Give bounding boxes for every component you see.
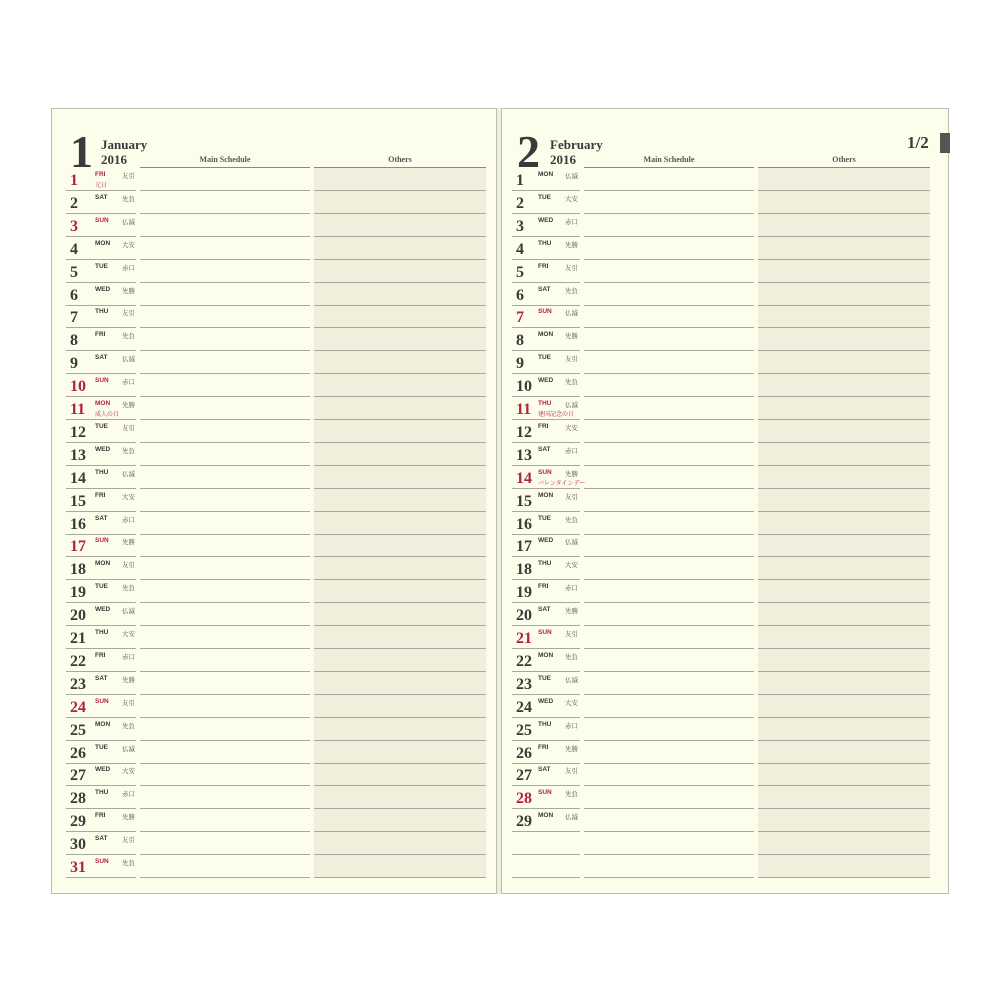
day-number: 19 — [70, 584, 86, 602]
day-row[interactable] — [502, 466, 948, 489]
weekday-label: WED — [95, 606, 111, 614]
day-row[interactable] — [502, 809, 948, 832]
day-row[interactable] — [52, 626, 496, 649]
weekday-label: SUN — [95, 216, 109, 224]
day-row[interactable] — [502, 283, 948, 306]
weekday-label: THU — [538, 560, 552, 568]
weekday-label: SUN — [538, 629, 552, 636]
day-row[interactable] — [52, 260, 496, 283]
day-number: 25 — [516, 721, 532, 739]
day-number: 1 — [516, 172, 524, 189]
month-number: 2 — [517, 126, 540, 177]
day-number: 24 — [516, 698, 532, 716]
rokuyo-label: 大安 — [122, 240, 135, 249]
weekday-label: FRI — [95, 812, 106, 820]
day-row[interactable] — [502, 557, 948, 580]
weekday-label: TUE — [538, 514, 551, 522]
day-row[interactable] — [52, 351, 496, 374]
day-number: 7 — [70, 309, 78, 327]
weekday-label: THU — [95, 629, 109, 636]
day-number: 4 — [70, 240, 78, 258]
weekday-label: TUE — [95, 422, 108, 430]
weekday-label: SUN — [538, 468, 552, 476]
day-number: 27 — [70, 767, 86, 785]
main-schedule-header: Main Schedule — [199, 155, 251, 164]
day-number: 22 — [70, 652, 86, 670]
weekday-label: SUN — [538, 789, 552, 797]
day-row[interactable] — [502, 672, 948, 695]
day-number: 22 — [516, 652, 532, 670]
rokuyo-label: 赤口 — [122, 263, 135, 272]
rokuyo-label: 仏滅 — [565, 172, 578, 180]
rokuyo-label: 仏滅 — [565, 813, 578, 822]
month-name: February — [550, 137, 603, 152]
weekday-label: SAT — [538, 285, 551, 293]
main-schedule-header: Main Schedule — [643, 155, 695, 164]
day-row[interactable] — [52, 534, 496, 557]
day-number: 9 — [516, 355, 524, 373]
weekday-label: FRI — [95, 171, 106, 178]
rokuyo-label: 友引 — [565, 492, 578, 501]
rokuyo-label: 赤口 — [122, 515, 135, 524]
month-number: 1 — [70, 126, 93, 177]
rokuyo-label: 仏滅 — [122, 744, 135, 753]
day-row[interactable] — [52, 580, 496, 603]
day-number: 21 — [70, 630, 86, 647]
rokuyo-label: 先勝 — [565, 744, 578, 753]
weekday-label: MON — [538, 812, 554, 820]
day-number: 4 — [516, 240, 524, 258]
day-row[interactable] — [502, 718, 948, 741]
weekday-label: SUN — [95, 697, 109, 705]
february-page — [501, 108, 949, 894]
day-number: 3 — [70, 217, 78, 235]
day-row[interactable] — [52, 718, 496, 741]
day-number: 5 — [70, 263, 78, 281]
rokuyo-label: 大安 — [565, 194, 578, 203]
day-row[interactable] — [52, 672, 496, 695]
day-number: 14 — [70, 469, 86, 487]
weekday-label: SUN — [538, 308, 552, 316]
day-row[interactable] — [52, 374, 496, 397]
day-number: 12 — [516, 423, 532, 441]
day-row[interactable] — [52, 603, 496, 626]
weekday-label: SUN — [95, 537, 109, 545]
rokuyo-label: 先負 — [565, 286, 578, 295]
day-row[interactable] — [52, 420, 496, 443]
weekday-label: MON — [538, 651, 554, 659]
page-indicator: 1/2 — [907, 133, 929, 152]
weekday-label: THU — [538, 239, 552, 247]
day-row[interactable] — [502, 512, 948, 535]
rokuyo-label: 先負 — [122, 584, 135, 593]
rokuyo-label: 先負 — [122, 721, 135, 730]
day-row[interactable] — [52, 466, 496, 489]
day-number: 3 — [516, 217, 524, 235]
day-number: 11 — [70, 401, 86, 418]
rokuyo-label: 仏滅 — [122, 355, 135, 364]
day-number: 29 — [516, 813, 532, 831]
rokuyo-label: 友引 — [122, 561, 135, 570]
rokuyo-label: 赤口 — [122, 652, 135, 661]
day-number: 1 — [70, 172, 78, 189]
day-row[interactable] — [52, 283, 496, 306]
day-number: 6 — [516, 286, 524, 304]
day-row[interactable] — [502, 741, 948, 764]
rokuyo-label: 赤口 — [565, 446, 578, 455]
day-row[interactable] — [52, 237, 496, 260]
weekday-label: TUE — [95, 583, 108, 591]
weekday-label: WED — [538, 537, 554, 545]
day-row[interactable] — [502, 397, 948, 420]
weekday-label: TUE — [95, 262, 108, 270]
weekday-label: THU — [538, 400, 552, 407]
weekday-label: SUN — [95, 858, 109, 865]
month-year: 2016 — [101, 152, 127, 167]
holiday-label: 成人の日 — [95, 411, 120, 418]
day-row[interactable] — [502, 489, 948, 512]
day-row[interactable] — [502, 855, 948, 878]
rokuyo-label: 友引 — [122, 309, 135, 318]
holiday-label: 元日 — [95, 182, 108, 189]
weekday-label: FRI — [95, 651, 106, 659]
day-row[interactable] — [502, 534, 948, 557]
day-number: 25 — [70, 721, 86, 739]
weekday-label: FRI — [95, 491, 106, 499]
weekday-label: FRI — [538, 743, 549, 751]
day-number: 8 — [70, 332, 78, 350]
day-row[interactable] — [502, 351, 948, 374]
rokuyo-label: 先負 — [565, 515, 578, 524]
rokuyo-label: 友引 — [565, 767, 578, 776]
rokuyo-label: 先勝 — [565, 607, 578, 616]
rokuyo-label: 友引 — [565, 263, 578, 272]
day-number: 26 — [516, 744, 532, 762]
day-row[interactable] — [502, 374, 948, 397]
weekday-label: THU — [95, 468, 109, 476]
weekday-label: THU — [95, 308, 109, 316]
day-number: 5 — [516, 263, 524, 281]
day-number: 21 — [516, 630, 532, 647]
weekday-label: WED — [538, 377, 554, 385]
day-number: 28 — [516, 790, 532, 808]
month-year: 2016 — [550, 152, 576, 167]
rokuyo-label: 友引 — [122, 698, 135, 707]
month-name: January — [101, 137, 148, 152]
day-row[interactable] — [502, 237, 948, 260]
weekday-label: MON — [95, 720, 111, 728]
rokuyo-label: 赤口 — [565, 217, 578, 226]
day-row[interactable] — [502, 443, 948, 466]
day-number: 30 — [70, 836, 86, 854]
holiday-label: 建国記念の日 — [538, 411, 575, 418]
rokuyo-label: 先負 — [122, 446, 135, 455]
rokuyo-label: 先勝 — [565, 332, 578, 341]
weekday-label: WED — [95, 766, 111, 774]
day-row[interactable] — [502, 191, 948, 214]
day-number: 29 — [70, 813, 86, 831]
rokuyo-label: 大安 — [565, 698, 578, 707]
rokuyo-label: 先勝 — [122, 675, 135, 684]
weekday-label: SAT — [538, 445, 551, 453]
january-page — [51, 108, 497, 894]
weekday-label: WED — [95, 445, 111, 453]
day-number: 12 — [70, 423, 86, 441]
day-row[interactable] — [502, 763, 948, 786]
rokuyo-label: 仏滅 — [122, 217, 135, 226]
day-number: 18 — [70, 561, 86, 579]
rokuyo-label: 仏滅 — [565, 538, 578, 547]
day-row[interactable] — [52, 489, 496, 512]
day-number: 10 — [516, 378, 532, 396]
day-number: 19 — [516, 584, 532, 602]
day-cell-line — [512, 877, 580, 878]
rokuyo-label: 大安 — [565, 423, 578, 432]
rokuyo-label: 仏滅 — [565, 401, 578, 409]
day-row[interactable] — [502, 580, 948, 603]
rokuyo-label: 友引 — [122, 836, 135, 845]
day-row[interactable] — [502, 420, 948, 443]
main-schedule-line — [584, 877, 754, 878]
day-row[interactable] — [52, 443, 496, 466]
day-number: 6 — [70, 286, 78, 304]
day-number: 17 — [70, 538, 86, 556]
day-row[interactable] — [52, 305, 496, 328]
day-number: 2 — [70, 194, 78, 212]
day-row[interactable] — [502, 305, 948, 328]
weekday-label: FRI — [538, 422, 549, 430]
weekday-label: TUE — [538, 354, 551, 362]
rokuyo-label: 友引 — [565, 630, 578, 638]
weekday-label: SAT — [95, 514, 108, 522]
day-row[interactable] — [52, 214, 496, 237]
rokuyo-label: 友引 — [122, 172, 135, 180]
weekday-label: FRI — [538, 262, 549, 270]
weekday-label: TUE — [538, 193, 551, 201]
day-number: 23 — [516, 675, 532, 693]
main-schedule-line — [140, 877, 310, 878]
day-row[interactable] — [52, 328, 496, 351]
rokuyo-label: 友引 — [565, 355, 578, 364]
rokuyo-label: 仏滅 — [565, 309, 578, 318]
day-row[interactable] — [52, 832, 496, 855]
day-number: 23 — [70, 675, 86, 693]
day-number: 9 — [70, 355, 78, 373]
weekday-label: SAT — [95, 835, 108, 843]
day-row[interactable] — [52, 512, 496, 535]
rokuyo-label: 赤口 — [122, 378, 135, 387]
rokuyo-label: 先負 — [122, 859, 135, 867]
rokuyo-label: 友引 — [122, 423, 135, 432]
weekday-label: FRI — [95, 331, 106, 339]
day-number: 31 — [70, 859, 86, 876]
weekday-label: WED — [538, 216, 554, 224]
weekday-label: TUE — [95, 743, 108, 751]
day-row[interactable] — [502, 214, 948, 237]
rokuyo-label: 先勝 — [122, 286, 135, 295]
day-number: 15 — [70, 492, 86, 510]
weekday-label: MON — [95, 560, 111, 568]
weekday-label: SAT — [95, 193, 108, 201]
day-row[interactable] — [52, 557, 496, 580]
day-number: 10 — [70, 378, 86, 396]
others-header: Others — [832, 155, 856, 164]
day-row[interactable] — [52, 168, 496, 191]
day-row[interactable] — [502, 832, 948, 855]
day-row[interactable] — [502, 168, 948, 191]
weekday-label: SAT — [95, 674, 108, 682]
weekday-label: WED — [538, 697, 554, 705]
day-row[interactable] — [502, 695, 948, 718]
day-number: 17 — [516, 538, 532, 556]
day-number: 26 — [70, 744, 86, 762]
weekday-label: TUE — [538, 674, 551, 682]
day-number: 15 — [516, 492, 532, 510]
rokuyo-label: 先勝 — [122, 813, 135, 822]
rokuyo-label: 先勝 — [565, 469, 578, 478]
rokuyo-label: 赤口 — [122, 790, 135, 799]
weekday-label: SAT — [538, 766, 551, 774]
rokuyo-label: 先勝 — [122, 401, 135, 409]
weekday-label: SAT — [538, 606, 551, 614]
day-row[interactable] — [52, 763, 496, 786]
others-header: Others — [388, 155, 412, 164]
rokuyo-label: 大安 — [122, 492, 135, 501]
weekday-label: MON — [538, 491, 554, 499]
day-row[interactable] — [52, 649, 496, 672]
day-number: 24 — [70, 698, 86, 716]
weekday-label: MON — [538, 331, 554, 339]
day-number: 14 — [516, 469, 532, 487]
day-row[interactable] — [52, 695, 496, 718]
day-number: 2 — [516, 194, 524, 212]
weekday-label: FRI — [538, 583, 549, 591]
rokuyo-label: 大安 — [122, 630, 135, 638]
rokuyo-label: 赤口 — [565, 721, 578, 730]
day-number: 27 — [516, 767, 532, 785]
day-number: 7 — [516, 309, 524, 327]
day-number: 18 — [516, 561, 532, 579]
day-number: 20 — [516, 607, 532, 625]
weekday-label: THU — [538, 720, 552, 728]
rokuyo-label: 先負 — [565, 652, 578, 661]
day-row[interactable] — [52, 809, 496, 832]
day-row[interactable] — [502, 328, 948, 351]
day-cell-line — [66, 877, 136, 878]
rokuyo-label: 大安 — [565, 561, 578, 570]
day-number: 8 — [516, 332, 524, 350]
rokuyo-label: 先負 — [565, 790, 578, 799]
weekday-label: SAT — [95, 354, 108, 362]
rokuyo-label: 先勝 — [565, 240, 578, 249]
day-number: 20 — [70, 607, 86, 625]
rokuyo-label: 仏滅 — [122, 469, 135, 478]
others-line — [758, 877, 930, 878]
rokuyo-label: 大安 — [122, 767, 135, 776]
others-line — [314, 877, 486, 878]
day-row[interactable] — [502, 786, 948, 809]
day-number: 28 — [70, 790, 86, 808]
rokuyo-label: 先負 — [122, 194, 135, 203]
weekday-label: MON — [95, 239, 111, 247]
weekday-label: WED — [95, 285, 111, 293]
weekday-label: MON — [95, 400, 111, 407]
rokuyo-label: 先勝 — [122, 538, 135, 547]
rokuyo-label: 仏滅 — [565, 675, 578, 684]
rokuyo-label: 先負 — [122, 332, 135, 341]
rokuyo-label: 先負 — [565, 378, 578, 387]
day-number: 13 — [516, 446, 532, 464]
weekday-label: SUN — [95, 377, 109, 385]
weekday-label: THU — [95, 789, 109, 797]
holiday-label: バレンタインデー — [538, 479, 586, 487]
index-tab[interactable] — [940, 133, 950, 153]
day-row[interactable] — [502, 649, 948, 672]
day-number: 16 — [70, 515, 86, 533]
rokuyo-label: 赤口 — [565, 584, 578, 593]
day-row[interactable] — [502, 260, 948, 283]
day-row[interactable] — [502, 626, 948, 649]
weekday-label: MON — [538, 171, 554, 178]
day-row[interactable] — [52, 855, 496, 878]
day-number: 13 — [70, 446, 86, 464]
day-row[interactable] — [52, 191, 496, 214]
day-row[interactable] — [502, 603, 948, 626]
day-number: 16 — [516, 515, 532, 533]
day-row[interactable] — [52, 786, 496, 809]
day-number: 11 — [516, 401, 532, 418]
day-row[interactable] — [52, 397, 496, 420]
day-row[interactable] — [52, 741, 496, 764]
rokuyo-label: 仏滅 — [122, 607, 135, 616]
